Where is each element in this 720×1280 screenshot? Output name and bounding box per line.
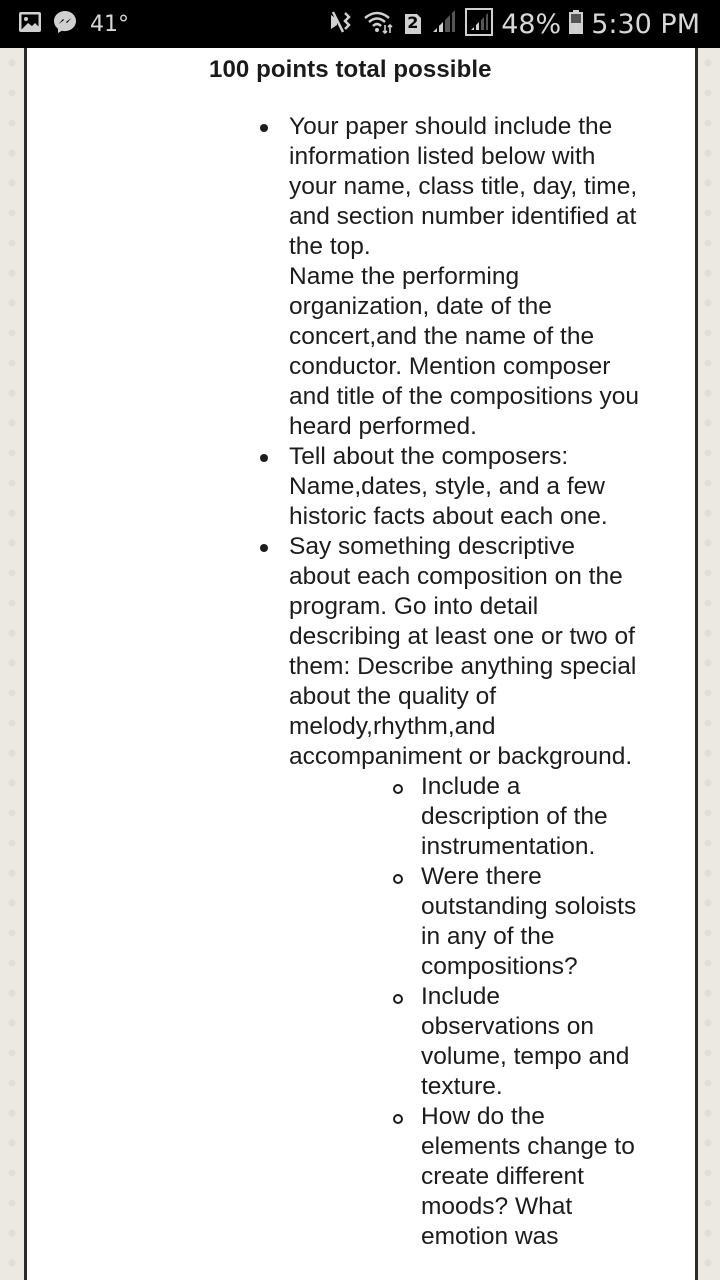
circle-bullet-icon: [393, 784, 403, 794]
sub-list-item: [421, 862, 643, 982]
sub-item-text: Were there outstanding soloists in any of the compositions?: [421, 863, 637, 980]
list-item: [27, 112, 639, 442]
wifi-icon: [363, 9, 395, 40]
sub-list-item: [421, 1102, 643, 1252]
temperature: 41°: [90, 11, 129, 37]
status-bar: [0, 0, 720, 48]
gallery-icon: [18, 10, 42, 39]
list-item: [27, 532, 639, 1252]
battery-icon: [569, 9, 583, 40]
list-item: [27, 442, 639, 532]
mute-vibrate-icon: [329, 9, 355, 40]
circle-bullet-icon: [393, 874, 403, 884]
item-paragraph: Tell about the composers: Name,dates, style, and a few historic facts about each one.: [289, 443, 608, 530]
requirements-list: [27, 112, 695, 1252]
clock: 5:30 PM: [591, 8, 700, 40]
circle-bullet-icon: [393, 994, 403, 1004]
document-page[interactable]: [24, 48, 698, 1280]
item-paragraph: Name the performing organization, date of the concert,and the name of the conductor. Mention composer and title of the compositions you heard performed.: [289, 263, 640, 440]
messenger-icon: [52, 9, 78, 40]
page-background-right: [696, 48, 720, 1280]
signal-icon: [431, 10, 457, 39]
battery-percent: 48%: [501, 8, 562, 40]
page-background-left: [0, 48, 24, 1280]
bullet-icon: [260, 454, 268, 462]
sub-list-item: [421, 772, 643, 862]
sim-number: 2: [407, 13, 419, 32]
bullet-icon: [260, 544, 268, 552]
sim2-icon: [403, 12, 423, 36]
item-paragraph: Say something descriptive about each composition on the program. Go into detail describing at least one or two of them: Describe anything special about the quality of melody,rhythm,and accompaniment or background.: [289, 533, 637, 770]
sub-list-item: [421, 982, 643, 1102]
signal-boxed-icon: [465, 8, 493, 41]
item-paragraph: Your paper should include the information listed below with your name, class title, day, time, and section number identified at the top.: [289, 113, 638, 260]
requirements-list-container: [27, 112, 695, 1252]
sub-item-text: How do the elements change to create different moods? What emotion was: [421, 1103, 635, 1250]
sub-item-text: Include observations on volume, tempo and texture.: [421, 983, 630, 1100]
sub-item-text: Include a description of the instrumentation.: [421, 773, 608, 860]
bullet-icon: [260, 124, 268, 132]
sub-list: [289, 772, 639, 1252]
circle-bullet-icon: [393, 1114, 403, 1124]
points-heading: 100 points total possible: [209, 56, 492, 83]
